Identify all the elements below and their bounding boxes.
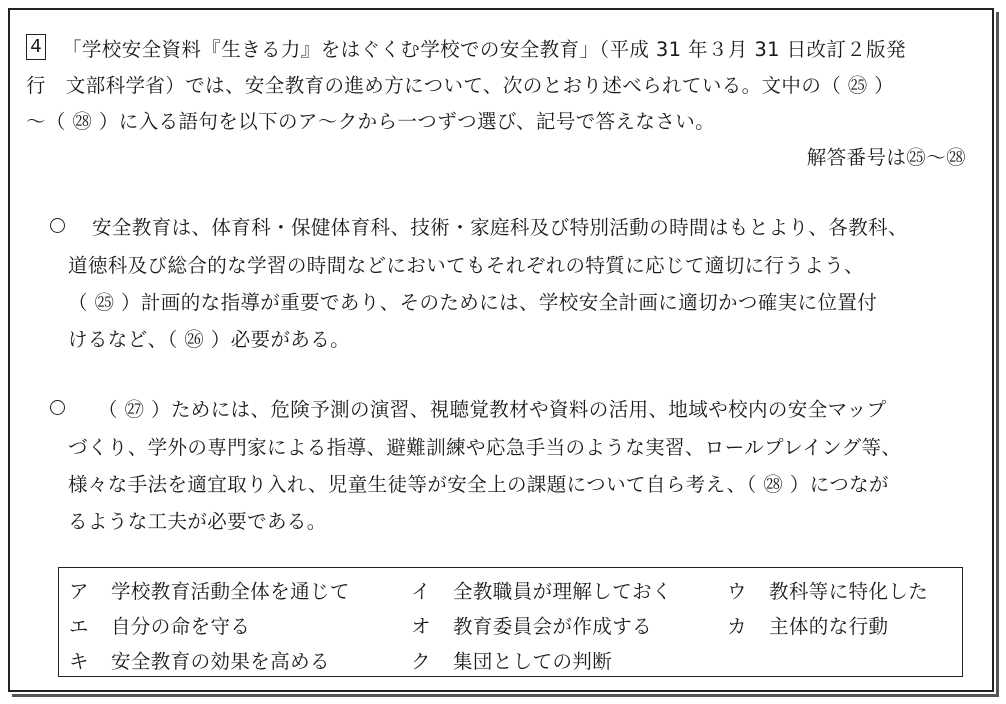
choice-text: 安全教育の効果を高める	[111, 650, 330, 673]
choice-text: 学校教育活動全体を通じて	[111, 580, 350, 603]
choice-text: 自分の命を守る	[111, 615, 251, 638]
choice-text: 主体的な行動	[769, 615, 889, 638]
choice-i	[411, 576, 672, 604]
paragraph-1-line-3: （ ㉕ ）計画的な指導が重要であり、そのためには、学校安全計画に適切かつ確実に位置付	[68, 291, 878, 314]
choice-key: エ	[69, 615, 89, 638]
choice-text: 教科等に特化した	[769, 580, 929, 603]
choice-ka	[727, 611, 888, 639]
choice-o	[411, 611, 652, 639]
choice-e	[69, 611, 250, 639]
paragraph-2-bullet	[50, 400, 65, 415]
paragraph-1-line-1: 安全教育は、体育科・保健体育科、技術・家庭科及び特別活動の時間はもとより、各教科、	[92, 216, 908, 239]
choice-text: 集団としての判断	[453, 650, 613, 673]
choice-key: キ	[69, 650, 89, 673]
choices-box	[58, 567, 963, 677]
frame-shadow-bottom	[12, 694, 999, 697]
choice-text: 教育委員会が作成する	[453, 615, 653, 638]
choice-key: カ	[727, 615, 747, 638]
paragraph-2-line-2: づくり、学外の専門家による指導、避難訓練や応急手当のような実習、ロールプレイング等、	[68, 436, 902, 459]
question-intro-line-3: ～（ ㉘ ）に入る語句を以下のア～クから一つずつ選び、記号で答えなさい。	[26, 110, 716, 133]
choice-u	[727, 576, 928, 604]
paragraph-1-bullet	[50, 218, 65, 233]
question-number-box: 4	[26, 34, 46, 60]
paragraph-2-line-3: 様々な手法を適宜取り入れ、児童生徒等が安全上の課題について自ら考え、（ ㉘ ）につなが	[68, 473, 889, 496]
frame-shadow-right	[996, 12, 999, 696]
paragraph-2-line-4: るような工夫が必要である。	[68, 510, 327, 533]
choice-key: ク	[411, 650, 431, 673]
paragraph-1-line-4: けるなど、（ ㉖ ）必要がある。	[68, 328, 351, 351]
choice-key: ウ	[727, 580, 747, 603]
choice-ku	[411, 646, 612, 674]
question-intro-line-1: 「学校安全資料『生きる力』をはぐくむ学校での安全教育」（平成 31 年３月 31 日改訂２版発	[62, 38, 906, 61]
paragraph-2-line-1: （ ㉗ ）ためには、危険予測の演習、視聴覚教材や資料の活用、地域や校内の安全マップ	[98, 398, 887, 421]
choice-key: オ	[411, 615, 431, 638]
paragraph-1-line-2: 道徳科及び総合的な学習の時間などにおいてもそれぞれの特質に応じて適切に行うよう、	[68, 254, 865, 277]
question-intro-line-2: 行 文部科学省）では、安全教育の進め方について、次のとおり述べられている。文中の（ ㉕ ）	[26, 74, 895, 97]
choice-text: 全教職員が理解しておく	[453, 580, 672, 603]
answer-numbers-label: 解答番号は㉕～㉘	[806, 146, 966, 169]
choice-a	[69, 576, 350, 604]
choice-key: イ	[411, 580, 431, 603]
choice-key: ア	[69, 580, 89, 603]
choice-ki	[69, 646, 330, 674]
